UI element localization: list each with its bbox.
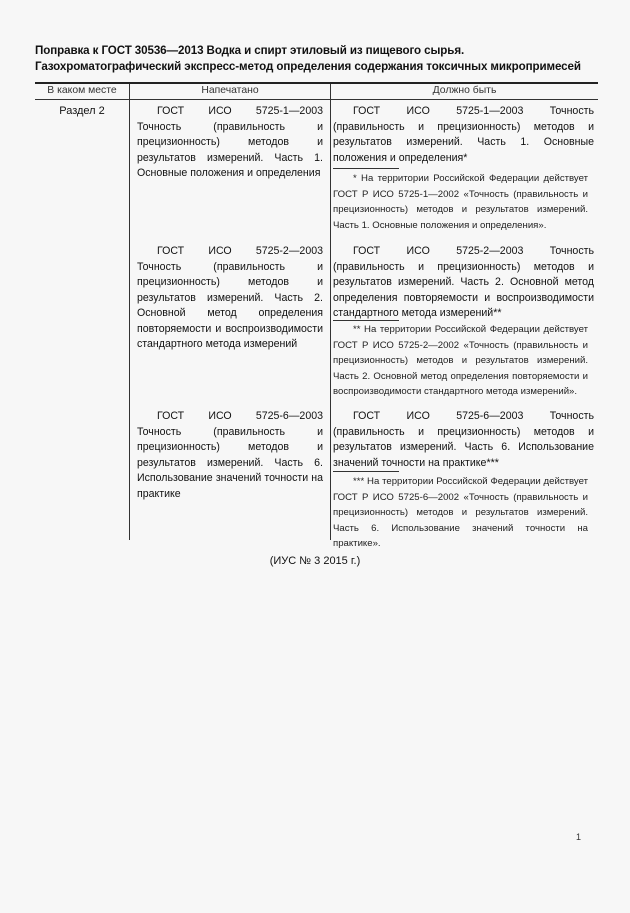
table-header-rule bbox=[35, 99, 598, 100]
page-number: 1 bbox=[576, 832, 582, 842]
footnote-rule bbox=[333, 471, 399, 472]
table-cell-printed: ГОСТ ИСО 5725-6—2003 Точность (правильность и прецизионность) методов и результатов измерений. Часть 6. Использование значений точности на практике bbox=[137, 410, 323, 500]
table-top-rule bbox=[35, 82, 598, 84]
column-divider bbox=[330, 84, 331, 540]
table-cell-place: Раздел 2 bbox=[59, 105, 105, 117]
page-title: Поправка к ГОСТ 30536—2013 Водка и спирт этиловый из пищевого сырья. Газохроматографический экспресс-метод определения содержания токсичных микропримесей bbox=[35, 44, 581, 73]
table-cell-printed: ГОСТ ИСО 5725-1—2003 Точность (правильность и прецизионность) методов и результатов измерений. Часть 1. Основные положения и определения bbox=[137, 105, 323, 179]
column-header-printed: Напечатано bbox=[201, 85, 259, 96]
column-divider bbox=[129, 84, 130, 540]
footnote: * На территории Российской Федерации действует ГОСТ Р ИСО 5725-1—2002 «Точность (правильность и прецизионность) методов и результатов измерений. Часть 1. Основные положения и определения». bbox=[333, 173, 588, 231]
footnote-rule bbox=[333, 168, 399, 169]
footnote-rule bbox=[333, 320, 399, 321]
footnote: ** На территории Российской Федерации действует ГОСТ Р ИСО 5725-2—2002 «Точность (правильность и прецизионность) методов и результатов измерений. Часть 2. Основной метод определения повторяемости и воспроизводимости стандартного метода измерений». bbox=[333, 324, 588, 397]
source-reference: (ИУС № 3 2015 г.) bbox=[269, 555, 361, 567]
table-cell-should-be: ГОСТ ИСО 5725-6—2003 Точность (правильность и прецизионность) методов и результатов измерений. Часть 6. Использование значений точности на практике*** bbox=[333, 410, 594, 469]
column-header-place: В каком месте bbox=[47, 85, 117, 96]
table-cell-should-be: ГОСТ ИСО 5725-1—2003 Точность (правильность и прецизионность) методов и результатов измерений. Часть 1. Основные положения и определения* bbox=[333, 105, 594, 164]
table-cell-should-be: ГОСТ ИСО 5725-2—2003 Точность (правильность и прецизионность) методов и результатов измерений. Часть 2. Основной метод определения повторяемости и воспроизводимости стандартного метода измерений** bbox=[333, 245, 594, 319]
table-cell-printed: ГОСТ ИСО 5725-2—2003 Точность (правильность и прецизионность) методов и результатов измерений. Часть 2. Основной метод определения повторяемости и воспроизводимости стандартного метода измерений bbox=[137, 245, 323, 350]
footnote: *** На территории Российской Федерации действует ГОСТ Р ИСО 5725-6—2002 «Точность (правильность и прецизионность) методов и результатов измерений. Часть 6. Использование значений точности на практике». bbox=[333, 476, 588, 549]
column-header-should-be: Должно быть bbox=[432, 85, 497, 96]
